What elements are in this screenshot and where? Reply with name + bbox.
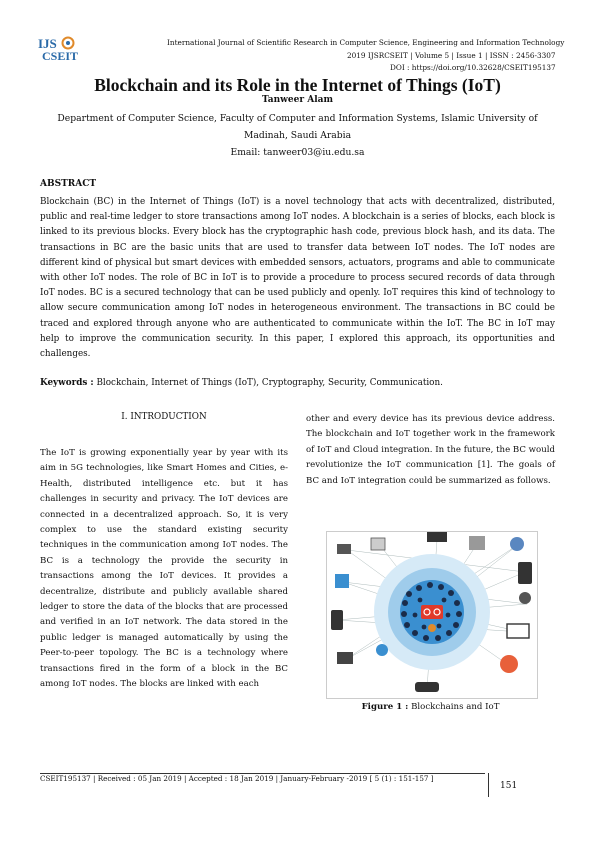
smartwatch-icon bbox=[518, 562, 532, 584]
page-number: 151 bbox=[500, 781, 518, 791]
figure-blockchain-iot bbox=[326, 531, 538, 699]
journal-name: International Journal of Scientific Research in Computer Science, Engineering and Information Technology bbox=[167, 38, 565, 47]
doi-link[interactable]: DOI : https://doi.org/10.32628/CSEIT195137 bbox=[390, 63, 556, 72]
washing-machine-icon bbox=[337, 652, 353, 664]
camera-icon bbox=[519, 592, 531, 604]
intro-left-column: The IoT is growing exponentially year by year with its aim in 5G technologies, like Smart Homes and Cities, e-Health, distributed intelligence etc. but it has challenges in security and privacy. The IoT devices are connected in a decentralized approach. So, it is very complex to use the standard existing security techniques in the communication among IoT nodes. The BC is a technology the provide the security in transactions among the IoT devices. It provides a decentralize, distribute and publicly available shared ledger to store the data of the blocks that are processed and verified in an IoT network. The data stored in the public ledger is managed automatically by using the Peer-to-peer topology. The BC is a technology where transactions fired in the form of a block in the BC among IoT nodes. The blocks are linked with each bbox=[40, 448, 288, 690]
truck-icon bbox=[427, 532, 447, 542]
bitcoin-icon bbox=[428, 624, 436, 632]
affiliation bbox=[56, 110, 539, 161]
keywords-text: Blockchain, Internet of Things (IoT), Cryptography, Security, Communication. bbox=[93, 378, 443, 388]
footer-citation: CSEIT195137 | Received : 05 Jan 2019 | Accepted : 18 Jan 2019 | January-February -2019 [ 5 (1) : 151-157 ] bbox=[40, 774, 434, 783]
figure-caption-text: Blockchains and IoT bbox=[408, 702, 500, 712]
abstract-text: Blockchain (BC) in the Internet of Things (IoT) is a novel technology that acts with decentralized, distributed, public and real-time ledger to store transactions among IoT nodes. A blockchain is a series of blocks, each block is linked to its previous blocks. Every block has the cryptographic hash code, previous block hash, and its data. The transactions in BC are the basic units that are used to transfer data between IoT nodes. The IoT nodes are different kind of physical but smart devices with embedded sensors, actuators, programs and able to communicate with other IoT nodes. The role of BC in IoT is to provide a procedure to process secured records of data through IoT nodes. BC is a secured technology that can be used publicly and openly. IoT requires this kind of technology to allow secure communication among IoT nodes in heterogeneous environment. The transactions in BC could be traced and explored through anyone who are authenticated to communicate within the IoT. The BC in IoT may help to improve the communication security. In this paper, I explored this approach, its opportunities and challenges. bbox=[40, 197, 555, 360]
doctor-icon bbox=[510, 537, 524, 551]
logo-text-cseit: CSEIT bbox=[42, 49, 79, 63]
affiliation-line-1: Department of Computer Science, Faculty of Computer and Information Systems, Islamic University of bbox=[57, 113, 538, 124]
blockchain-network-illustration bbox=[327, 532, 537, 698]
author-email[interactable]: Email: tanweer03@iu.edu.sa bbox=[230, 147, 365, 158]
author-name: Tanweer Alam bbox=[261, 95, 334, 105]
intro-right-column: other and every device has its previous device address. The blockchain and IoT together work in the framework of IoT and Cloud integration. In the future, the BC would revolutionize the IoT communication [1]. The goals of BC and IoT integration could be summarized as follows. bbox=[306, 414, 555, 486]
user-icon bbox=[376, 644, 388, 656]
figure-caption bbox=[306, 702, 555, 712]
figure-label: Figure 1 : bbox=[361, 702, 409, 712]
keywords bbox=[40, 378, 555, 388]
keywords-label: Keywords : bbox=[40, 378, 94, 388]
appliance-icon bbox=[469, 536, 485, 550]
monitor-icon bbox=[507, 624, 529, 638]
section-heading-introduction: I. INTRODUCTION bbox=[121, 412, 207, 422]
journal-logo bbox=[38, 36, 86, 70]
volume-info: 2019 IJSRCSEIT | Volume 5 | Issue 1 | ISSN : 2456-3307 bbox=[347, 51, 556, 60]
trash-bin-icon bbox=[500, 655, 518, 673]
printer-icon bbox=[337, 544, 351, 554]
logo-text-ij: IJS bbox=[38, 36, 57, 51]
abstract-heading: ABSTRACT bbox=[40, 179, 97, 189]
smartphone-icon bbox=[331, 610, 343, 630]
smart-home-icon bbox=[335, 574, 349, 588]
page-number-divider bbox=[488, 773, 489, 797]
affiliation-line-2: Madinah, Saudi Arabia bbox=[243, 130, 352, 141]
paper-title: Blockchain and its Role in the Internet of Things (IoT) bbox=[94, 75, 501, 95]
logo-emblem-icon bbox=[60, 36, 76, 50]
car-icon bbox=[415, 682, 439, 692]
shirt-icon bbox=[371, 538, 385, 550]
